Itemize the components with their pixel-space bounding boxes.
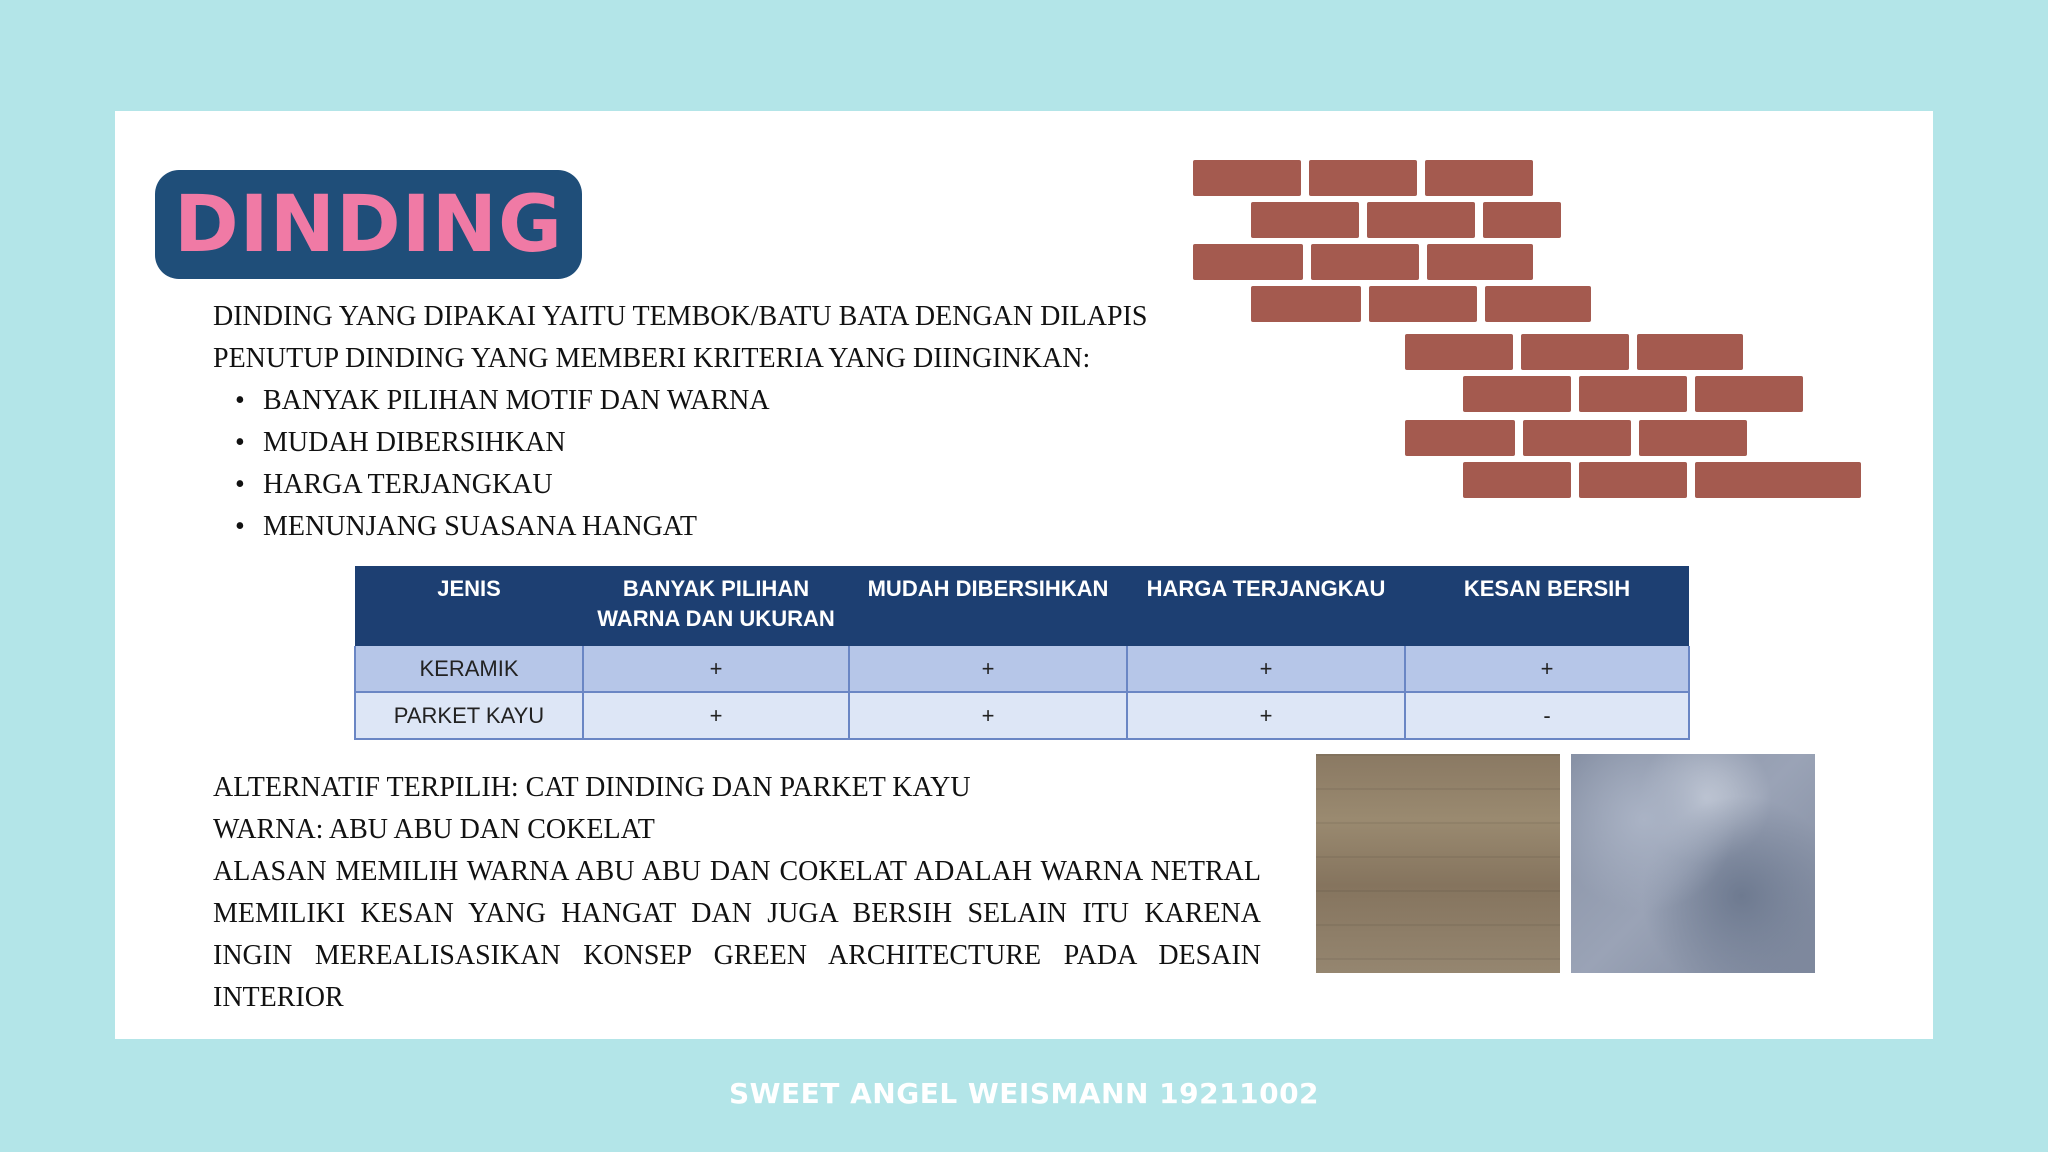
table-cell: + [849,646,1127,692]
table-header-cell: BANYAK PILIHAN WARNA DAN UKURAN [583,566,849,646]
footer-author: SWEET ANGEL WEISMANN 19211002 [728,1077,1320,1110]
grey-paint-swatch [1571,754,1815,973]
criteria-item: • MUDAH DIBERSIHKAN [213,422,1263,464]
criteria-item: • MENUNJANG SUASANA HANGAT [213,506,1263,548]
brick [1579,462,1687,498]
brick [1695,462,1861,498]
table-header-cell: MUDAH DIBERSIHKAN [849,566,1127,646]
brick [1695,376,1803,412]
wood-parquet-swatch [1316,754,1560,973]
table-row [355,692,1689,739]
table-header-cell: KESAN BERSIH [1405,566,1689,646]
brick [1485,286,1591,322]
criteria-item: • HARGA TERJANGKAU [213,464,1263,506]
brick [1521,334,1629,370]
table-cell: + [1127,692,1405,739]
brick [1579,376,1687,412]
brick [1193,244,1303,280]
brick [1251,202,1359,238]
table-cell: + [1405,646,1689,692]
criteria-list [213,380,1263,548]
table-header-cell: JENIS [355,566,583,646]
title-badge [155,170,582,279]
brick [1251,286,1361,322]
alternative-line: ALTERNATIF TERPILIH: CAT DINDING DAN PARKET KAYU [213,772,971,803]
table-cell: KERAMIK [355,646,583,692]
brick [1369,286,1477,322]
reason-paragraph: ALASAN MEMILIH WARNA ABU ABU DAN COKELAT ADALAH WARNA NETRAL MEMILIKI KESAN YANG HANGAT DAN JUGA BERSIH SELAIN ITU KARENA INGIN MEREALISASIKAN KONSEP GREEN ARCHITECTURE PADA DESAIN INTERIOR [213,856,1261,1013]
table-cell: PARKET KAYU [355,692,583,739]
brick [1367,202,1475,238]
brick [1309,160,1417,196]
brick [1425,160,1533,196]
brick [1193,160,1301,196]
table-cell: + [1127,646,1405,692]
brick [1311,244,1419,280]
brick [1463,462,1571,498]
intro-line-2: PENUTUP DINDING YANG MEMBERI KRITERIA YANG DIINGINKAN: [213,343,1091,374]
table-row [355,646,1689,692]
table-cell: + [583,646,849,692]
table-header-cell: HARGA TERJANGKAU [1127,566,1405,646]
brick [1463,376,1571,412]
criteria-item: • BANYAK PILIHAN MOTIF DAN WARNA [213,380,1263,422]
alternative-text [213,767,1261,1019]
intro-text [213,296,1263,548]
slide-card [115,111,1933,1039]
brick [1405,334,1513,370]
slide-title: DINDING [173,179,564,270]
color-line: WARNA: ABU ABU DAN COKELAT [213,814,655,845]
brick [1405,420,1515,456]
brick [1523,420,1631,456]
brick [1427,244,1533,280]
intro-line-1: DINDING YANG DIPAKAI YAITU TEMBOK/BATU BATA DENGAN DILAPIS [213,301,1148,332]
table-header-row [355,566,1689,646]
table-cell: + [849,692,1127,739]
table-cell: - [1405,692,1689,739]
brick [1639,420,1747,456]
brick [1637,334,1743,370]
table-cell: + [583,692,849,739]
comparison-table [354,566,1690,740]
brick [1483,202,1561,238]
